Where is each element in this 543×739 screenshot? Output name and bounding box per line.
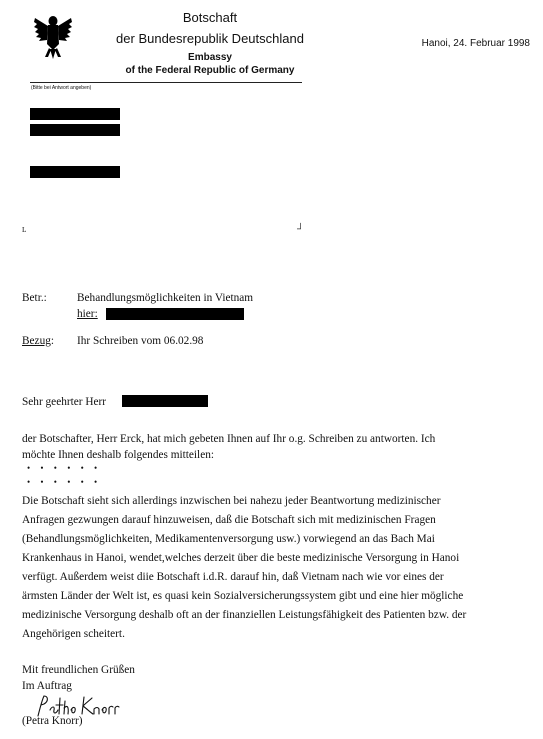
redacted-address-line-3 (30, 166, 120, 178)
closing-im-auftrag: Im Auftrag (22, 680, 72, 692)
omitted-text-dots-1: • • • • • • (27, 463, 102, 473)
embassy-name-line1: Botschaft (182, 10, 238, 25)
intro-line-1: der Botschafter, Herr Erck, hat mich gebeten Ihnen auf Ihr o.g. Schreiben zu antworten. Ich (22, 433, 436, 445)
paragraph-line-4: Krankenhaus in Hanoi, wendet,welches derzeit über die beste medizinische Versorgung in Hanoi (22, 552, 460, 564)
paragraph-line-2: Anfragen gezwungen darauf hinzuweisen, daß die Botschaft sich mit medizinischen Fragen (22, 514, 436, 526)
embassy-name-line3: Embassy (188, 52, 232, 63)
header-divider (30, 82, 302, 83)
reference-label-word: Bezug (22, 335, 51, 347)
reference-text: Ihr Schreiben vom 06.02.98 (77, 335, 204, 347)
signer-name: (Petra Knorr) (22, 715, 83, 727)
redacted-subject-detail (106, 308, 244, 320)
paragraph-line-3: (Behandlungsmöglichkeiten, Medikamentenversorgung usw.) vorwiegend an das Bach Mai (22, 533, 435, 545)
subject-text: Behandlungsmöglichkeiten in Vietnam (77, 292, 254, 304)
eagle-emblem-icon (33, 12, 73, 60)
intro-line-2: möchte Ihnen deshalb folgendes mitteilen: (22, 449, 214, 461)
paragraph-line-7: medizinische Versorgung deshalb oft an der finanziellen Leistungsfähigkeit des Patienten bzw. der (22, 609, 467, 621)
omitted-text-dots-2: • • • • • • (27, 477, 102, 487)
paragraph-line-5: verfügt. Außerdem weist diie Botschaft i.d.R. darauf hin, daß Vietnam nach wie vor eines der (22, 571, 444, 583)
reference-label (22, 333, 54, 349)
subject-label: Betr.: (22, 292, 47, 304)
embassy-name-line4: of the Federal Republic of Germany (125, 65, 295, 76)
closing-greeting: Mit freundlichen Grüßen (22, 664, 135, 676)
paragraph-line-1: Die Botschaft sieht sich allerdings inzwischen bei nahezu jeder Beantwortung medizinischer (22, 495, 441, 507)
address-window-mark-left: ʟ (22, 224, 27, 235)
embassy-name-line2: der Bundesrepublik Deutschland (116, 31, 304, 46)
address-window-mark-right: ┘ (297, 224, 305, 235)
letter-date: Hanoi, 24. Februar 1998 (421, 38, 530, 49)
subject-hier-label: hier: (77, 308, 98, 320)
paragraph-line-6: ärmsten Länder der Welt ist, es quasi kein Sozialversicherungssystem gibt und eine hier mögliche (22, 590, 464, 602)
redacted-address-line-2 (30, 124, 120, 136)
redacted-address-line-1 (30, 108, 120, 120)
reference-label-colon: : (50, 335, 55, 347)
paragraph-line-8: Angehörigen scheitert. (22, 628, 125, 640)
reference-note: (Bitte bei Antwort angeben) (31, 85, 92, 91)
salutation: Sehr geehrter Herr (22, 396, 107, 408)
redacted-recipient-name (122, 395, 208, 407)
